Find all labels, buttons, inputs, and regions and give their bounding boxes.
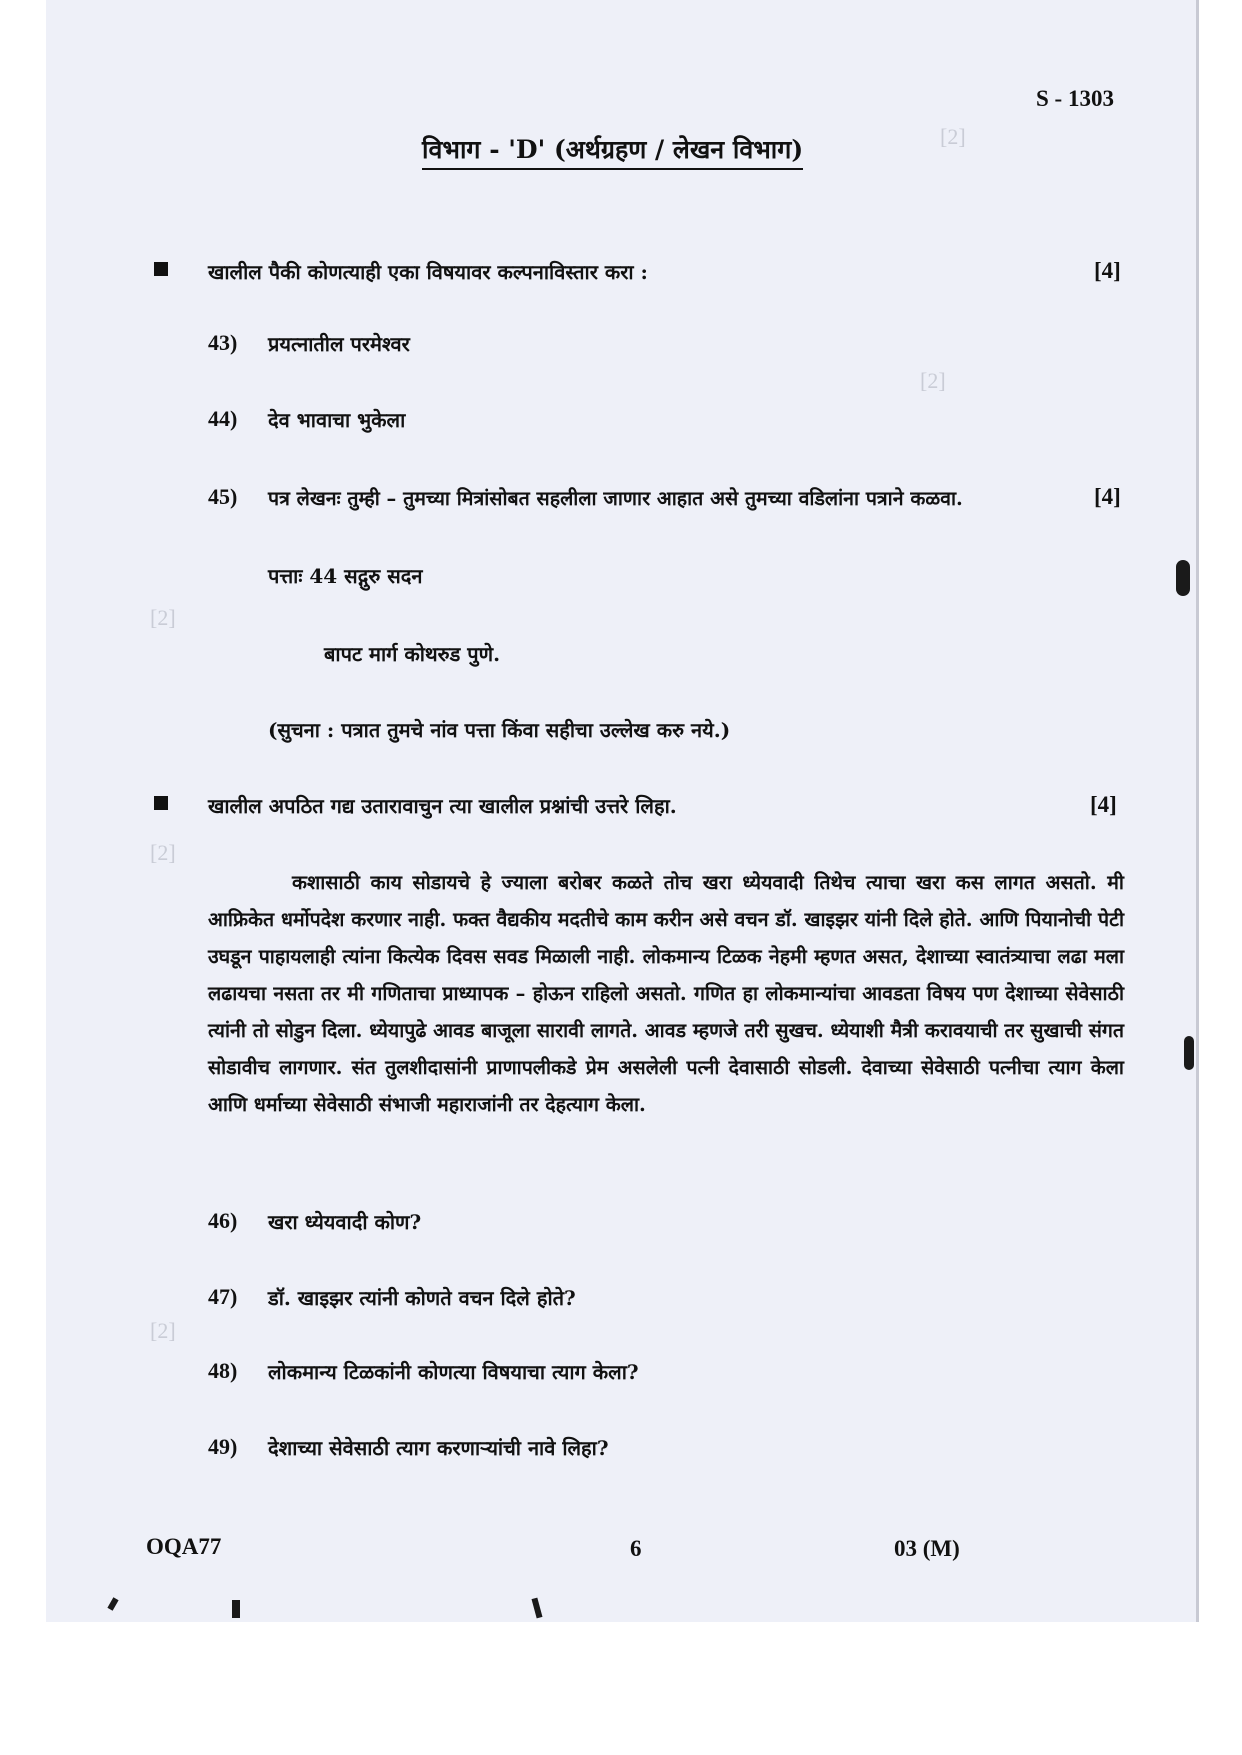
question-number: 49)	[208, 1434, 238, 1459]
question-text: देशाच्या सेवेसाठी त्याग करणाऱ्यांची नावे लिहा?	[268, 1436, 609, 1460]
letter-note: (सुचना : पत्रात तुमचे नांव पत्ता किंवा सहीचा उल्लेख करु नये.)	[268, 718, 731, 742]
bullet-icon	[154, 796, 168, 810]
show-through-mark: [2]	[150, 1318, 176, 1343]
scan-speck	[232, 1600, 240, 1618]
show-through-mark: [2]	[150, 840, 176, 865]
paper-code: S - 1303	[1036, 86, 1114, 111]
section-title: विभाग - 'D' (अर्थग्रहण / लेखन विभाग)	[422, 132, 803, 170]
marks-expansion: [4]	[1094, 258, 1121, 283]
letter-question-text: पत्र लेखनः तुम्ही – तुमच्या मित्रांसोबत सहलीला जाणार आहात असे तुमच्या वडिलांना पत्राने कळवा.	[268, 487, 963, 510]
question-number: 45)	[208, 484, 238, 509]
question-number: 43)	[208, 330, 238, 355]
bullet-icon	[154, 262, 168, 276]
scan-speck	[107, 1597, 118, 1610]
show-through-mark: [2]	[150, 605, 176, 630]
footer-code: OQA77	[146, 1534, 222, 1559]
scan-speck	[1184, 1036, 1194, 1070]
show-through-mark: [2]	[920, 368, 946, 393]
passage-text: कशासाठी काय सोडायचे हे ज्याला बरोबर कळते तोच खरा ध्येयवादी तिथेच त्याचा खरा कस लागत असतो. मी आफ्रिकेत धर्मोपदेश करणार नाही. फक्त वैद्यकीय मदतीचे काम करीन असे वचन डॉ. खाइझर यांनी दिले होते. आणि पियानोची पेटी उघडून पाहायलाही त्यांना कित्येक दिवस सवड मिळाली नाही. लोकमान्य टिळक नेहमी म्हणत असत, देशाच्या स्वातंत्र्याचा लढा मला लढायचा नसता तर मी गणिताचा प्राध्यापक – होऊन राहिलो असतो. गणित हा लोकमान्यांचा आवडता विषय पण देशाच्या सेवेसाठी त्यांनी तो सोडुन दिला. ध्येयापुढे आवड बाजूला सारावी लागते. आवड म्हणजे तरी सुखच. ध्येयाशी मैत्री करावयाची तर सुखाची संगत सोडावीच लागणार. संत तुलशीदासांनी प्राणापलीकडे प्रेम असलेली पत्नी देवासाठी सोडली. देवाच्या सेवेसाठी पत्नीचा त्याग केला आणि धर्माच्या सेवेसाठी संभाजी महाराजांनी तर देहत्याग केला.	[208, 871, 1124, 1116]
question-number: 46)	[208, 1208, 238, 1233]
scan-speck	[532, 1598, 543, 1619]
question-text: देव भावाचा भुकेला	[268, 408, 406, 432]
exam-page	[46, 0, 1199, 1622]
show-through-mark: [2]	[940, 124, 966, 149]
marks-letter: [4]	[1094, 484, 1121, 509]
instruction-comprehension: खालील अपठित गद्य उतारावाचुन त्या खालील प्रश्नांची उत्तरे लिहा.	[208, 794, 677, 818]
question-text: लोकमान्य टिळकांनी कोणत्या विषयाचा त्याग केला?	[268, 1360, 639, 1384]
marks-comprehension: [4]	[1090, 792, 1117, 817]
question-number: 44)	[208, 406, 238, 431]
unseen-passage	[208, 864, 1124, 1123]
page-number: 6	[630, 1536, 642, 1561]
question-text: प्रयत्नातील परमेश्वर	[268, 332, 410, 356]
question-text: खरा ध्येयवादी कोण?	[268, 1210, 422, 1234]
question-text: डॉ. खाइझर त्यांनी कोणते वचन दिले होते?	[268, 1286, 576, 1310]
question-number: 48)	[208, 1358, 238, 1383]
question-number: 47)	[208, 1284, 238, 1309]
scan-speck	[1176, 560, 1190, 596]
address-line-2: बापट मार्ग कोथरुड पुणे.	[324, 642, 501, 666]
address-line-1: पत्ताः 44 सद्गुरु सदन	[268, 564, 423, 588]
instruction-expansion: खालील पैकी कोणत्याही एका विषयावर कल्पनाविस्तार करा :	[208, 260, 648, 284]
footer-series: 03 (M)	[894, 1536, 960, 1561]
